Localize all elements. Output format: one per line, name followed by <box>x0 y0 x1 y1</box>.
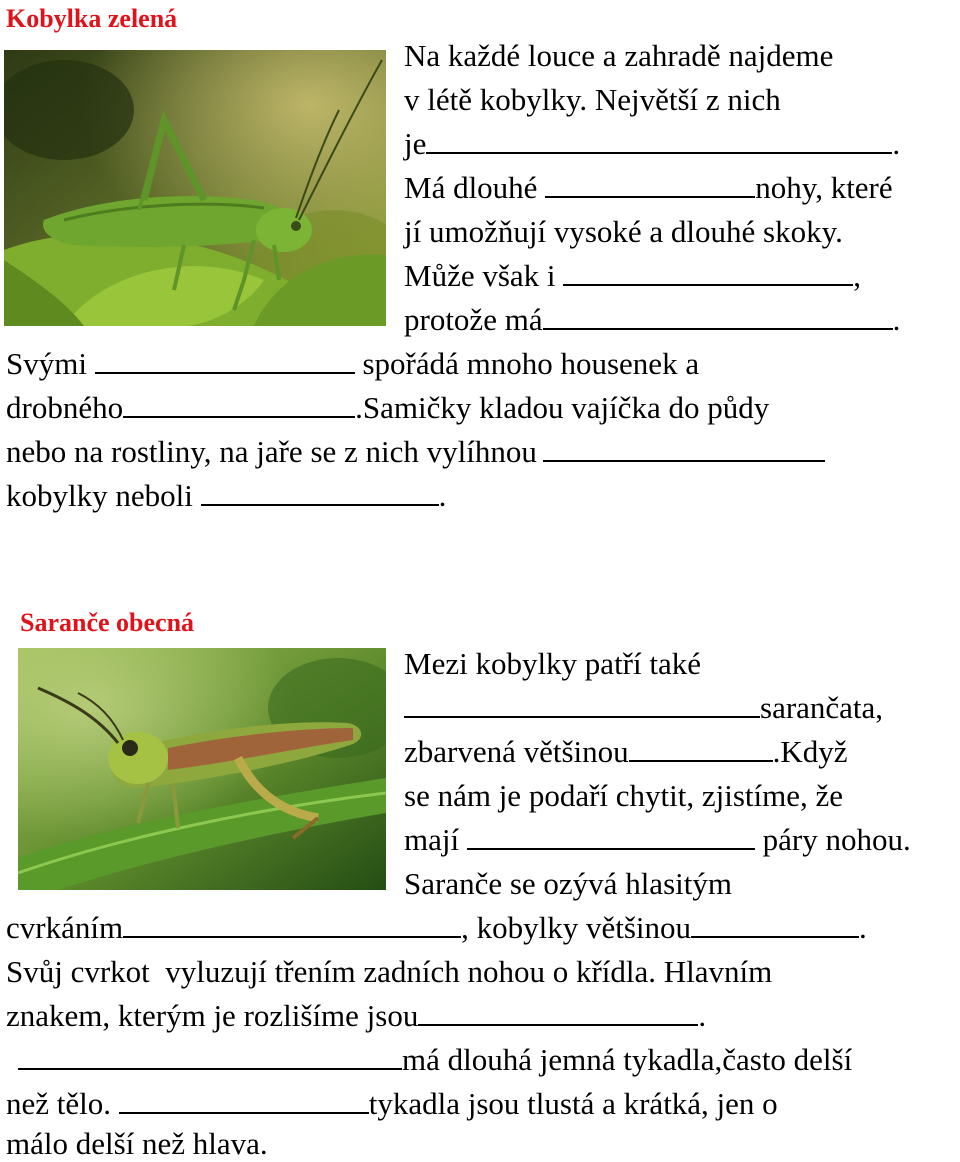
fill-in-blank[interactable] <box>629 734 773 762</box>
s2-line: Saranče se ozývá hlasitým <box>404 866 732 901</box>
s1-line: nebo na rostliny, na jaře se z nich vylíhnou <box>6 434 825 470</box>
fill-in-blank[interactable] <box>18 1042 402 1070</box>
s2-line: Mezi kobylky patří také <box>404 646 701 681</box>
s2-line: než tělo. tykadla jsou tlustá a krátká, jen o <box>6 1086 778 1121</box>
fill-in-blank[interactable] <box>119 1086 369 1114</box>
section-title-sarance: Saranče obecná <box>20 608 195 637</box>
s1-line: jí umožňují vysoké a dlouhé skoky. <box>404 214 843 249</box>
s2-line: sarančata, <box>404 690 883 726</box>
green-grasshopper-photo <box>4 50 386 326</box>
s2-line: Svůj cvrkot vyluzují třením zadních nohou o křídla. Hlavním <box>6 954 773 989</box>
fill-in-blank[interactable] <box>543 434 825 462</box>
s1-line: Může však i , <box>404 258 862 293</box>
fill-in-blank[interactable] <box>543 302 893 330</box>
s2-line: zbarvená většinou .Když <box>404 734 848 769</box>
fill-in-blank[interactable] <box>545 170 755 198</box>
s1-line: kobylky neboli . <box>6 478 447 513</box>
s2-line: cvrkáním , kobylky většinou . <box>6 910 867 945</box>
fill-in-blank[interactable] <box>95 346 355 374</box>
fill-in-blank[interactable] <box>418 998 698 1026</box>
fill-in-blank[interactable] <box>123 390 355 418</box>
s2-line: znakem, kterým je rozlišíme jsou . <box>6 998 707 1033</box>
s1-line: drobného .Samičky kladou vajíčka do půdy <box>6 390 770 425</box>
fill-in-blank[interactable] <box>467 822 755 850</box>
s2-line: málo delší než hlava. <box>6 1126 268 1161</box>
s1-line: v létě kobylky. Největší z nich <box>404 82 781 117</box>
s1-line: protože má . <box>404 302 901 337</box>
fill-in-blank[interactable] <box>426 126 892 154</box>
fill-in-blank[interactable] <box>691 910 859 938</box>
s1-line: Svými spořádá mnoho housenek a <box>6 346 700 381</box>
s1-line: Na každé louce a zahradě najdeme <box>404 38 834 73</box>
fill-in-blank[interactable] <box>201 478 439 506</box>
s2-line: má dlouhá jemná tykadla,často delší <box>18 1042 852 1078</box>
s1-line: Má dlouhé nohy, které <box>404 170 893 205</box>
s1-line: je . <box>404 126 901 161</box>
s2-line: mají páry nohou. <box>404 822 911 857</box>
meadow-grasshopper-photo <box>18 648 386 890</box>
fill-in-blank[interactable] <box>563 258 853 286</box>
section-title-kobylka: Kobylka zelená <box>6 4 178 33</box>
s2-line: se nám je podaří chytit, zjistíme, že <box>404 778 844 813</box>
fill-in-blank[interactable] <box>123 910 461 938</box>
fill-in-blank[interactable] <box>404 690 760 718</box>
